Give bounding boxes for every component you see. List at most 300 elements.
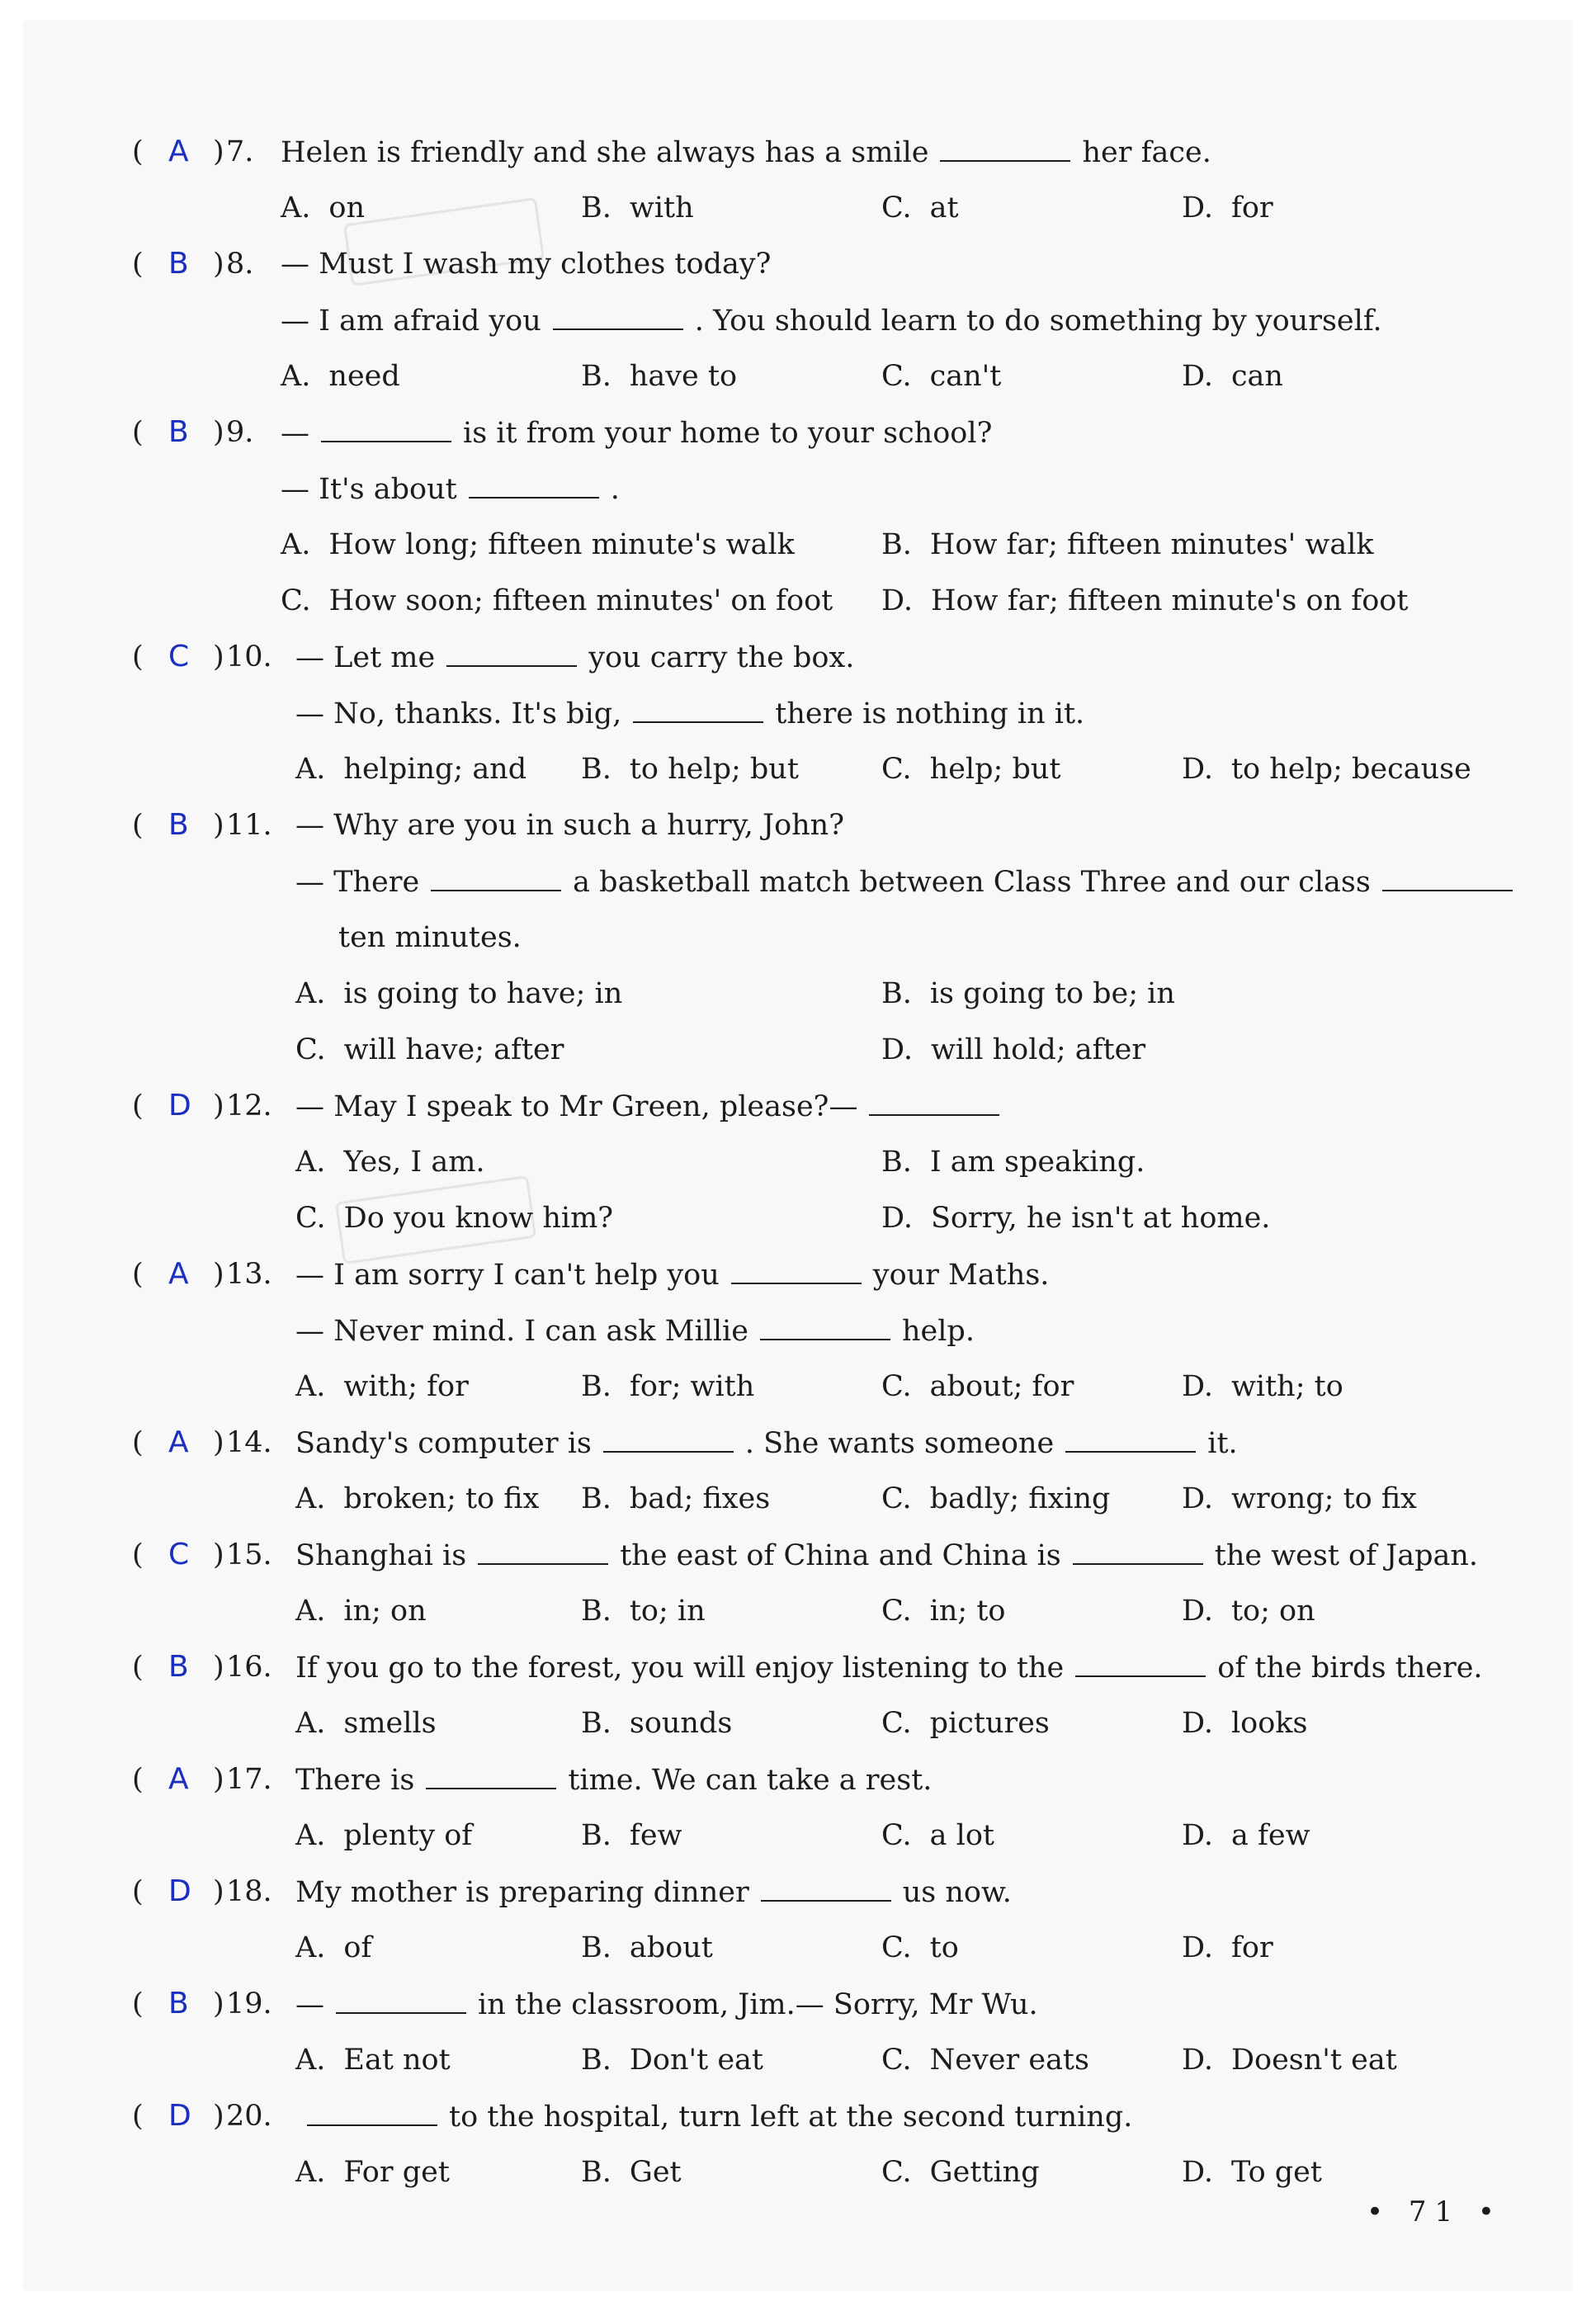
question-stem [281,248,771,281]
question-line [0,797,1596,853]
question-stem [295,809,844,842]
question-stem-line [281,461,620,517]
stem-text: — May I speak to Mr Green, please? [295,1090,829,1123]
option-row [0,1134,1596,1190]
question-line [0,1246,1596,1302]
option-text: to; on [1230,1595,1315,1628]
question-line [0,1639,1596,1695]
option-row [0,2144,1596,2200]
open-paren: ( [132,1651,144,1684]
question-stem [295,1876,1012,1909]
question-stem [295,866,1524,899]
option-letter: A. [295,2156,326,2189]
close-paren: ) [213,416,224,449]
option-row [0,1583,1596,1639]
option-c [881,1471,1110,1527]
question-stem-line [295,1639,1483,1696]
option-letter: D. [1182,2156,1213,2189]
stem-text: your Maths. [872,1259,1050,1292]
question-stem-line [295,2088,1132,2145]
option-row [0,573,1596,629]
option-text: sounds [629,1707,733,1740]
option-row [0,180,1596,236]
option-d [1182,1471,1417,1527]
answer-blank [336,1976,466,2014]
stem-text: — Let me [295,641,436,674]
question-stem-line [295,1976,1038,2033]
option-b [881,1134,1145,1190]
answer-blank [1065,1415,1196,1453]
option-a [295,1471,539,1527]
question-line [0,910,1596,966]
question-number: 18. [226,1875,272,1908]
option-row [0,1359,1596,1415]
stem-text: . You should learn to do something by yourself. [694,305,1382,338]
option-text: How far; fifteen minutes' walk [929,528,1374,561]
answer-blank [553,292,683,330]
stem-text: — Must I wash my clothes today? [281,248,772,281]
option-letter: B. [581,2156,611,2189]
question-number: 17. [226,1763,272,1796]
option-b [581,1695,732,1751]
stem-text: her face. [1082,136,1211,169]
question-line [0,2088,1596,2144]
open-paren: ( [132,1258,144,1291]
option-row [0,1190,1596,1246]
question-line [0,629,1596,685]
question-stem-line [295,797,844,853]
handwritten-answer: A [168,135,189,168]
stem-text: it. [1207,1427,1238,1460]
answer-blank [1073,1527,1203,1565]
option-letter: B. [881,977,912,1010]
answer-blank [760,1302,890,1340]
option-d [1182,1359,1343,1415]
option-letter: C. [881,1707,912,1740]
question-line [0,853,1596,910]
answer-blank [307,2088,437,2126]
option-letter: B. [581,2044,611,2077]
option-c [881,2144,1040,2200]
question-number: 20. [226,2100,272,2133]
option-letter: B. [581,1370,611,1403]
option-a [295,1359,469,1415]
page-number: • 71 • [1367,2195,1503,2228]
option-text: of [343,1931,372,1964]
question-stem [281,136,1211,169]
option-a [295,2032,451,2088]
answer-blank [633,685,763,723]
close-paren: ) [213,1875,224,1908]
option-letter: B. [881,1146,912,1179]
stem-text: the west of Japan. [1214,1539,1479,1572]
option-text: Yes, I am. [343,1146,485,1179]
option-a [295,1808,472,1864]
answer-blank [321,404,451,442]
handwritten-answer: D [168,1089,191,1122]
question-number: 13. [226,1258,272,1291]
option-text: pictures [929,1707,1050,1740]
stem-text: help. [901,1315,975,1348]
option-c [281,573,833,629]
question-stem [295,1427,1238,1460]
question-stem [295,1988,1038,2021]
question-number: 14. [226,1426,272,1459]
handwritten-answer: C [168,640,190,673]
stem-text: — [281,417,309,450]
question-line [0,1078,1596,1134]
option-a [295,1695,437,1751]
question-number: 11. [226,809,272,842]
handwritten-answer: B [168,247,189,281]
option-text: for [1230,1931,1273,1964]
close-paren: ) [213,135,224,168]
stem-text: . She wants someone [744,1427,1055,1460]
option-text: can [1230,360,1283,393]
option-d [1182,180,1273,236]
stem-text: — I am afraid you [281,305,541,338]
option-b [581,180,694,236]
option-letter: B. [581,1707,611,1740]
option-d [1182,1808,1310,1864]
option-a [295,1134,485,1190]
answer-blank [731,1246,862,1284]
question-number: 8. [226,248,254,281]
option-text: I am speaking. [929,1146,1145,1179]
question-number: 12. [226,1089,272,1122]
option-d [1182,1695,1307,1751]
option-a [281,180,365,236]
option-text: about [629,1931,713,1964]
option-text: wrong; to fix [1230,1482,1417,1515]
option-row [0,1920,1596,1976]
stem-text: in the classroom, Jim. [478,1988,796,2021]
option-text: Do you know him? [343,1202,614,1235]
option-row [0,1471,1596,1527]
option-text: will have; after [343,1033,564,1066]
question-line [0,236,1596,292]
close-paren: ) [213,1538,224,1571]
option-b [581,1583,706,1639]
question-line [0,124,1596,180]
option-row [0,2032,1596,2088]
option-text: with; for [343,1370,469,1403]
question-stem [295,1764,932,1797]
option-letter: C. [881,360,912,393]
option-text: How long; fifteen minute's walk [328,528,795,561]
option-text: for; with [629,1370,755,1403]
handwritten-answer: B [168,415,189,449]
option-letter: A. [295,1146,326,1179]
question-stem-line [295,629,854,686]
option-c [881,348,1001,404]
open-paren: ( [132,1987,144,2020]
question-number: 9. [226,416,254,449]
option-letter: A. [281,360,311,393]
question-stem-line [295,1302,975,1359]
option-c [881,1695,1050,1751]
option-letter: B. [581,1482,611,1515]
option-letter: D. [881,1033,913,1066]
option-b [581,1920,713,1976]
stem-text: time. We can take a rest. [568,1764,933,1797]
option-text: For get [343,2156,450,2189]
option-d [1182,2032,1397,2088]
option-d [881,1022,1145,1078]
option-row [0,348,1596,404]
option-a [295,1920,371,1976]
option-letter: C. [295,1033,326,1066]
handwritten-answer: A [168,1425,189,1459]
question-line [0,461,1596,517]
stem-text: — Never mind. I can ask Millie [295,1315,748,1348]
close-paren: ) [213,1651,224,1684]
question-stem [295,1539,1478,1572]
question-stem-line [295,853,1524,910]
option-text: is going to be; in [929,977,1175,1010]
option-row [0,1695,1596,1751]
option-row [0,966,1596,1022]
question-number: 16. [226,1651,272,1684]
stem-text: — It's about [281,473,457,506]
option-text: on [328,191,366,224]
question-stem [281,305,1382,338]
stem-text: — [295,1988,324,2021]
question-stem-line [281,292,1382,349]
option-letter: C. [295,1202,326,1235]
close-paren: ) [213,1426,224,1459]
close-paren: ) [213,640,224,673]
option-letter: D. [1182,1707,1213,1740]
option-text: with [629,191,694,224]
handwritten-answer: C [168,1538,190,1571]
stem-text: there is nothing in it. [775,697,1085,730]
option-letter: A. [295,1482,326,1515]
answer-blank [761,1864,891,1902]
option-text: to [929,1931,959,1964]
option-b [881,966,1175,1022]
option-letter: B. [581,1595,611,1628]
option-d [1182,348,1283,404]
question-line [0,1864,1596,1920]
option-text: is going to have; in [343,977,623,1010]
close-paren: ) [213,1763,224,1796]
option-letter: C. [281,584,311,617]
option-d [881,1190,1270,1246]
open-paren: ( [132,640,144,673]
option-text: bad; fixes [629,1482,771,1515]
option-a [295,1583,427,1639]
close-paren: ) [213,1089,224,1122]
question-line [0,1527,1596,1583]
question-stem [295,1315,975,1348]
option-a [295,2144,450,2200]
option-text: about; for [929,1370,1074,1403]
close-paren: ) [213,2100,224,2133]
open-paren: ( [132,416,144,449]
option-letter: D. [1182,753,1213,786]
question-stem-line: ten minutes. [338,921,522,954]
option-letter: A. [295,1370,326,1403]
handwritten-answer: D [168,2099,191,2133]
option-letter: A. [295,1707,326,1740]
answer-blank [431,853,561,891]
open-paren: ( [132,1538,144,1571]
option-row [0,1808,1596,1864]
option-letter: C. [881,1931,912,1964]
answer-blank [603,1415,734,1453]
option-d [1182,1920,1273,1976]
option-letter: B. [581,191,611,224]
question-stem-line [295,685,1084,742]
stem-text: — [829,1090,858,1123]
option-letter: B. [581,753,611,786]
option-letter: A. [295,1595,326,1628]
option-b [581,348,737,404]
option-letter: C. [881,1370,912,1403]
stem-text: of the birds there. [1217,1652,1483,1685]
option-text: Get [629,2156,682,2189]
stem-text: — Why are you in such a hurry, John? [295,809,844,842]
question-stem-line [295,1527,1478,1584]
option-text: smells [343,1707,437,1740]
question-stem-line [295,1246,1049,1303]
question-line [0,1751,1596,1808]
option-d [881,573,1408,629]
option-text: in; to [929,1595,1006,1628]
answer-blank [469,461,599,499]
option-c [881,741,1060,797]
option-text: to help; but [629,753,799,786]
option-c [881,1359,1074,1415]
option-letter: B. [581,360,611,393]
option-text: helping; and [343,753,527,786]
question-line [0,1415,1596,1471]
option-d [1182,2144,1322,2200]
question-stem [295,1090,1011,1123]
option-b [881,517,1374,573]
stem-text: There is [295,1764,415,1797]
stem-text: — Sorry, Mr Wu. [795,1988,1038,2021]
stem-text: My mother is preparing dinner [295,1876,749,1909]
option-b [581,1359,754,1415]
stem-text: is it from your home to your school? [463,417,993,450]
stem-text: — There [295,866,420,899]
handwritten-answer: D [168,1874,191,1908]
option-c [881,2032,1089,2088]
option-letter: C. [881,2156,912,2189]
stem-text: Shanghai is [295,1539,467,1572]
question-stem-line [295,1751,932,1808]
option-text: in; on [343,1595,427,1628]
handwritten-answer: A [168,1762,189,1796]
option-c [295,1190,613,1246]
close-paren: ) [213,809,224,842]
answer-blank [478,1527,608,1565]
stem-text: — No, thanks. It's big, [295,697,622,730]
option-c [295,1022,564,1078]
option-letter: D. [1182,2044,1213,2077]
question-line [0,404,1596,461]
answer-blank [869,1078,999,1116]
question-number: 19. [226,1987,272,2020]
option-b [581,2032,763,2088]
option-text: a few [1230,1819,1310,1852]
option-c [881,1808,994,1864]
option-a [281,517,795,573]
option-row [0,741,1596,797]
question-stem [295,2101,1132,2134]
open-paren: ( [132,1875,144,1908]
question-stem-line [281,236,771,292]
stem-text: you carry the box. [588,641,855,674]
option-letter: D. [1182,1931,1213,1964]
option-a [295,966,622,1022]
answer-blank [1382,853,1513,891]
option-text: at [929,191,959,224]
stem-text: the east of China and China is [620,1539,1061,1572]
option-text: a lot [929,1819,994,1852]
option-letter: D. [1182,191,1213,224]
option-text: few [629,1819,682,1852]
option-letter: D. [1182,1482,1213,1515]
open-paren: ( [132,248,144,281]
option-text: have to [629,360,738,393]
open-paren: ( [132,1089,144,1122]
option-text: How far; fifteen minute's on foot [930,584,1409,617]
question-stem-line [295,1078,1011,1135]
option-letter: B. [581,1931,611,1964]
option-text: Never eats [929,2044,1089,2077]
option-text: broken; to fix [343,1482,540,1515]
option-text: plenty of [343,1819,473,1852]
option-text: Eat not [343,2044,451,2077]
option-text: can't [929,360,1002,393]
option-letter: D. [1182,1595,1213,1628]
stem-text: to the hospital, turn left at the second turning. [449,2101,1133,2134]
option-letter: C. [881,753,912,786]
option-row [0,1022,1596,1078]
option-letter: D. [1182,1819,1213,1852]
option-letter: A. [295,1819,326,1852]
option-b [581,1471,770,1527]
stem-text: — I am sorry I can't help you [295,1259,720,1292]
option-letter: A. [295,2044,326,2077]
option-text: How soon; fifteen minutes' on foot [328,584,833,617]
option-text: to; in [629,1595,706,1628]
option-c [881,1583,1005,1639]
option-text: Getting [929,2156,1040,2189]
option-b [581,741,799,797]
option-d [1182,741,1471,797]
answer-blank [940,124,1070,162]
question-stem-line [281,404,992,461]
answer-blank [426,1751,556,1789]
option-c [881,1920,959,1976]
option-letter: B. [581,1819,611,1852]
option-text: will hold; after [930,1033,1146,1066]
option-letter: A. [295,753,326,786]
option-text: for [1230,191,1273,224]
stem-text: Sandy's computer is [295,1427,592,1460]
question-stem [295,1259,1049,1292]
question-stem [281,417,992,450]
option-text: To get [1230,2156,1322,2189]
question-stem [295,1652,1483,1685]
option-letter: D. [881,1202,913,1235]
question-stem [295,697,1084,730]
option-letter: A. [281,528,311,561]
